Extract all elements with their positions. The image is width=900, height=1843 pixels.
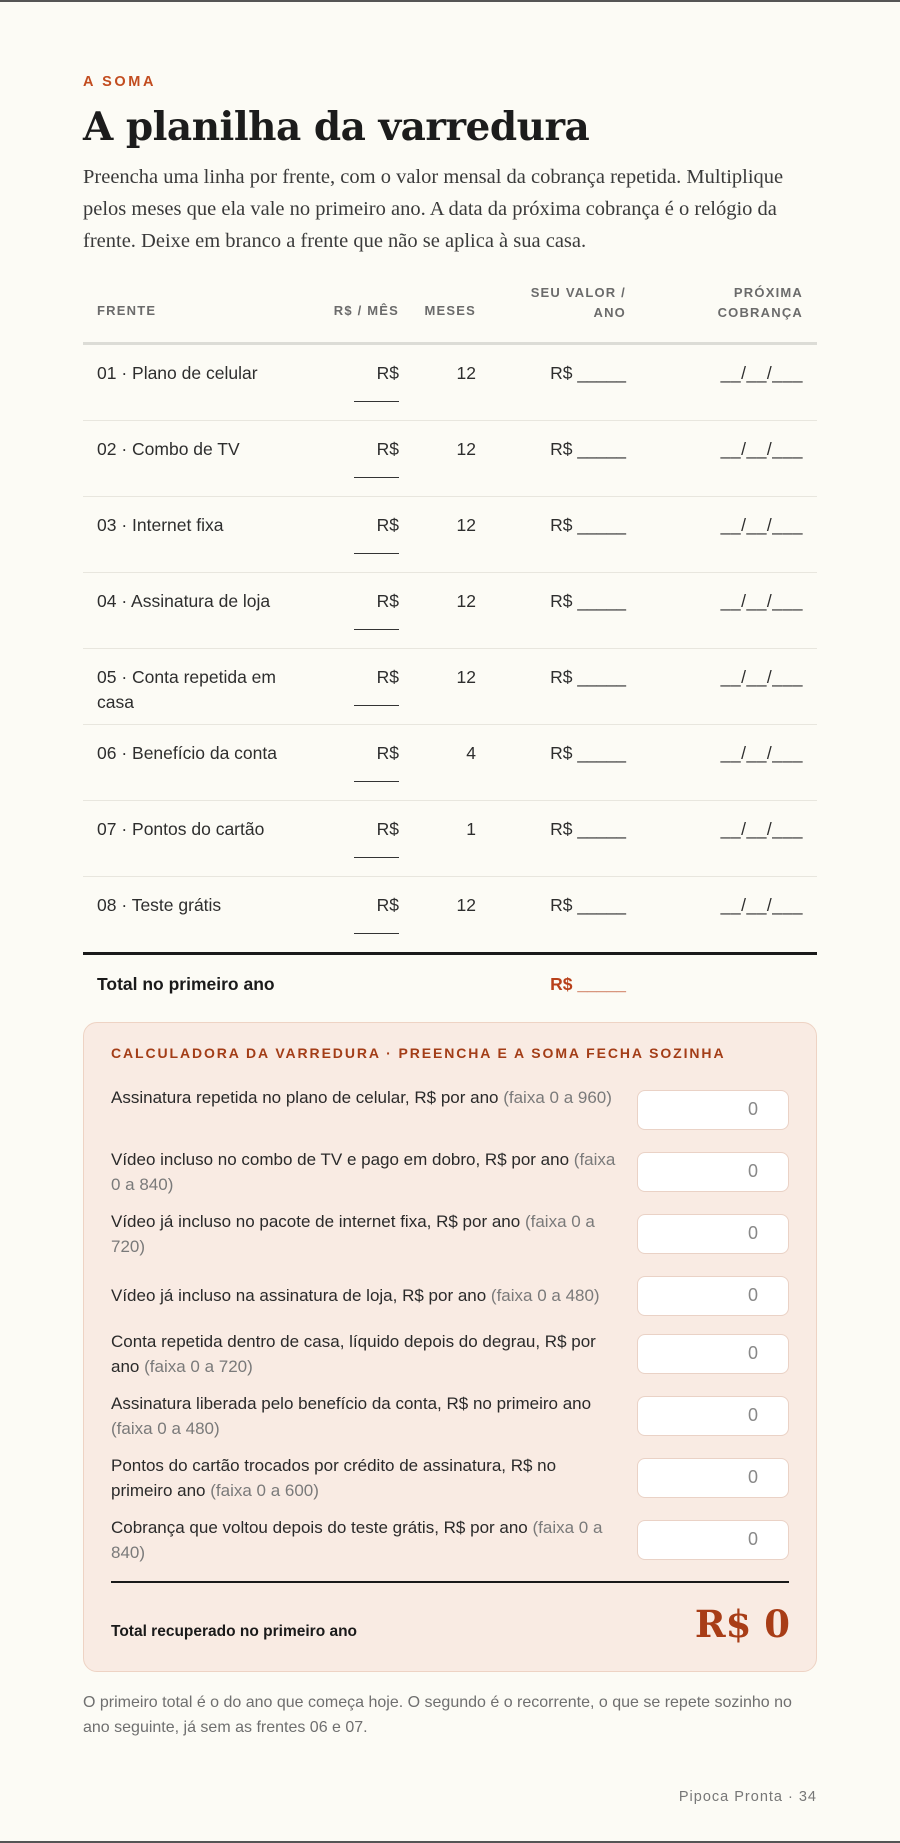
row-rs-mes-blank-line: [354, 705, 399, 706]
row-rs-mes: R$: [376, 895, 399, 915]
calculator-item-label: [111, 1391, 621, 1441]
row-frente: 07 · Pontos do cartão: [97, 819, 265, 839]
row-rs-mes-blank-line: [354, 477, 399, 478]
sweep-table: [83, 284, 817, 1011]
row-rs-mes: R$: [376, 439, 399, 459]
row-frente: 01 · Plano de celular: [97, 363, 258, 383]
header-seu-valor-line2: ANO: [593, 305, 626, 320]
calculator-item-text: Cobrança que voltou depois do teste grátis, R$ por ano: [111, 1518, 528, 1537]
row-seu-valor: R$ _____: [550, 819, 626, 839]
page-title: A planilha da varredura: [83, 104, 590, 150]
calculator-total-label: Total recuperado no primeiro ano: [111, 1623, 358, 1640]
calculator-item-text: Assinatura repetida no plano de celular, R$ por ano: [111, 1088, 499, 1107]
row-seu-valor: R$ _____: [550, 439, 626, 459]
calculator-item-text: Vídeo incluso no combo de TV e pago em dobro, R$ por ano: [111, 1150, 570, 1169]
calculator-item-input[interactable]: 0: [637, 1396, 789, 1436]
header-proxima-cobranca: [673, 283, 803, 323]
calculator-item-range: (faixa 0 a 480): [111, 1419, 220, 1438]
calculator-rule: [111, 1581, 789, 1583]
row-seu-valor: R$ _____: [550, 515, 626, 535]
calculator-item-input[interactable]: 0: [637, 1152, 789, 1192]
row-rs-mes-blank-line: [354, 857, 399, 858]
row-seu-valor: R$ _____: [550, 743, 626, 763]
row-rs-mes-blank-line: [354, 553, 399, 554]
calculator-item-input[interactable]: 0: [637, 1334, 789, 1374]
row-rs-mes-blank-line: [354, 629, 399, 630]
row-meses: 4: [466, 743, 476, 763]
calculator-total-value: R$ 0: [694, 1602, 790, 1646]
header-proxima-line2: COBRANÇA: [717, 305, 803, 320]
top-rule: [0, 0, 900, 2]
row-proxima-cobranca: __/__/___: [720, 515, 803, 535]
calculator-item-label: [111, 1147, 621, 1197]
table-total-value: R$ _____: [550, 974, 626, 994]
row-seu-valor: R$ _____: [550, 591, 626, 611]
row-frente: 06 · Benefício da conta: [97, 743, 277, 763]
row-proxima-cobranca: __/__/___: [720, 363, 803, 383]
calculator-item-range: (faixa 0 a 720): [111, 1212, 595, 1256]
calculator-item-label: [111, 1329, 621, 1379]
calculator-item-label: [111, 1085, 621, 1110]
calculator-item-label: [111, 1453, 621, 1503]
calculator-item-input[interactable]: 0: [637, 1276, 789, 1316]
table-header: [83, 284, 817, 345]
calculator-item-input[interactable]: 0: [637, 1214, 789, 1254]
table-row: [83, 877, 817, 955]
row-rs-mes: R$: [376, 363, 399, 383]
row-frente: 05 · Conta repetida em casa: [97, 667, 276, 712]
row-frente: 04 · Assinatura de loja: [97, 591, 271, 611]
row-rs-mes-blank-line: [354, 401, 399, 402]
table-row: [83, 345, 817, 421]
row-meses: 12: [456, 667, 476, 687]
calculator-item-input[interactable]: 0: [637, 1520, 789, 1560]
row-proxima-cobranca: __/__/___: [720, 439, 803, 459]
header-seu-valor-line1: SEU VALOR /: [530, 285, 626, 300]
table-row: [83, 801, 817, 877]
table-body: [83, 345, 817, 955]
table-row: [83, 725, 817, 801]
calculator-item-label: [111, 1209, 621, 1259]
row-rs-mes: R$: [376, 591, 399, 611]
header-frente: FRENTE: [97, 303, 157, 318]
table-row: [83, 573, 817, 649]
calculator-item-label: [111, 1283, 621, 1308]
row-proxima-cobranca: __/__/___: [720, 743, 803, 763]
table-total-row: [83, 955, 817, 1011]
row-meses: 12: [456, 363, 476, 383]
row-rs-mes: R$: [376, 819, 399, 839]
calculator-item-input[interactable]: 0: [637, 1458, 789, 1498]
calculator-title: CALCULADORA DA VARREDURA · PREENCHA E A SOMA FECHA SOZINHA: [111, 1045, 726, 1061]
row-frente: 08 · Teste grátis: [97, 895, 222, 915]
calculator-item-range: (faixa 0 a 720): [144, 1357, 253, 1376]
row-meses: 12: [456, 515, 476, 535]
calculator-item-input[interactable]: 0: [637, 1090, 789, 1130]
section-eyebrow: A SOMA: [83, 74, 157, 90]
row-rs-mes: R$: [376, 743, 399, 763]
row-meses: 1: [466, 819, 476, 839]
calculator-item-range: (faixa 0 a 840): [111, 1150, 616, 1194]
header-rs-mes: R$ / MÊS: [333, 303, 399, 318]
sweep-calculator: [83, 1022, 817, 1672]
calculator-item-text: Assinatura liberada pelo benefício da conta, R$ no primeiro ano: [111, 1394, 592, 1413]
row-proxima-cobranca: __/__/___: [720, 591, 803, 611]
row-rs-mes-blank-line: [354, 781, 399, 782]
calculator-item-range: (faixa 0 a 960): [503, 1088, 612, 1107]
table-row: [83, 649, 817, 725]
row-rs-mes-blank-line: [354, 933, 399, 934]
row-rs-mes: R$: [376, 667, 399, 687]
row-proxima-cobranca: __/__/___: [720, 819, 803, 839]
row-proxima-cobranca: __/__/___: [720, 667, 803, 687]
footnote: O primeiro total é o do ano que começa hoje. O segundo é o recorrente, o que se repete sozinho no ano seguinte, já sem as frentes 06 e 07.: [83, 1694, 792, 1736]
row-meses: 12: [456, 439, 476, 459]
row-proxima-cobranca: __/__/___: [720, 895, 803, 915]
header-proxima-line1: PRÓXIMA: [733, 285, 803, 300]
header-meses: MESES: [424, 303, 476, 318]
table-row: [83, 421, 817, 497]
page-folio: Pipoca Pronta · 34: [678, 1789, 817, 1805]
calculator-item-text: Pontos do cartão trocados por crédito de assinatura, R$ no primeiro ano: [111, 1456, 557, 1500]
calculator-item-range: (faixa 0 a 840): [111, 1518, 603, 1562]
row-seu-valor: R$ _____: [550, 667, 626, 687]
calculator-item-label: [111, 1515, 621, 1565]
intro-paragraph: Preencha uma linha por frente, com o valor mensal da cobrança repetida. Multiplique pelos meses que ela vale no primeiro ano. A data da próxima cobrança é o relógio da frente. Deixe em branco a frente que não se aplica à sua casa.: [83, 166, 784, 252]
calculator-item-range: (faixa 0 a 480): [490, 1286, 600, 1305]
row-meses: 12: [456, 895, 476, 915]
table-row: [83, 497, 817, 573]
calculator-item-text: Conta repetida dentro de casa, líquido depois do degrau, R$ por ano: [111, 1332, 596, 1376]
row-frente: 02 · Combo de TV: [97, 439, 240, 459]
calculator-item-range: (faixa 0 a 600): [210, 1481, 319, 1500]
header-seu-valor: [496, 283, 626, 323]
table-total-label: Total no primeiro ano: [97, 974, 275, 994]
row-seu-valor: R$ _____: [550, 895, 626, 915]
calculator-item-text: Vídeo já incluso no pacote de internet fixa, R$ por ano: [111, 1212, 521, 1231]
row-seu-valor: R$ _____: [550, 363, 626, 383]
row-meses: 12: [456, 591, 476, 611]
row-rs-mes: R$: [376, 515, 399, 535]
calculator-item-text: Vídeo já incluso na assinatura de loja, R$ por ano: [111, 1286, 487, 1305]
row-frente: 03 · Internet fixa: [97, 515, 224, 535]
